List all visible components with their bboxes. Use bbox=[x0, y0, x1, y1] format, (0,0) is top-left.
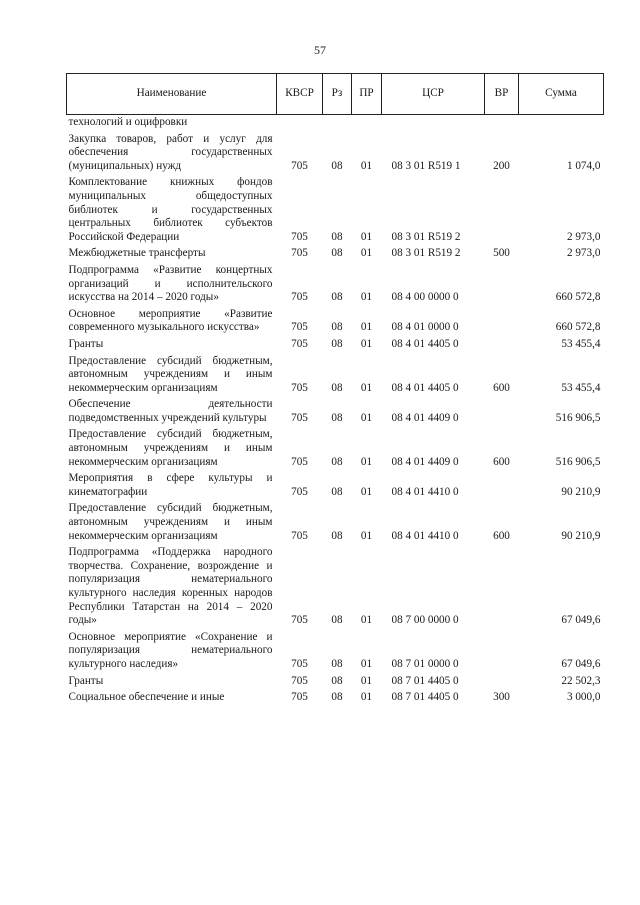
table-row bbox=[67, 672, 604, 689]
cell-rz: 08 bbox=[331, 674, 343, 687]
cell-pr: 01 bbox=[360, 291, 373, 304]
cell-vr bbox=[485, 173, 519, 244]
cell-csr: 08 4 00 0000 0 bbox=[391, 291, 459, 304]
cell-kvsr: 705 bbox=[291, 485, 308, 498]
cell-sum: 90 210,9 bbox=[561, 529, 601, 542]
cell-pr: 01 bbox=[360, 337, 373, 350]
cell-rz: 08 bbox=[331, 411, 343, 424]
table-row bbox=[67, 688, 604, 705]
cell-name: Социальное обеспечение и иные bbox=[68, 691, 225, 704]
cell-vr: 300 bbox=[493, 691, 510, 704]
cell-kvsr: 705 bbox=[291, 159, 308, 172]
cell-csr: 08 3 01 R519 1 bbox=[391, 159, 461, 172]
cell-rz: 08 bbox=[331, 291, 343, 304]
cell-sum: 2 973,0 bbox=[566, 247, 601, 260]
table-row bbox=[67, 395, 604, 425]
cell-csr: 08 4 01 4410 0 bbox=[391, 529, 459, 542]
cell-pr: 01 bbox=[360, 411, 373, 424]
cell-sum: 22 502,3 bbox=[561, 674, 601, 687]
cell-kvsr: 705 bbox=[291, 674, 308, 687]
cell-kvsr: 705 bbox=[291, 455, 308, 468]
cell-sum bbox=[519, 115, 604, 130]
budget-table bbox=[66, 73, 604, 705]
cell-vr bbox=[485, 628, 519, 672]
cell-sum: 2 973,0 bbox=[566, 230, 601, 243]
cell-rz bbox=[323, 115, 352, 130]
cell-sum: 53 455,4 bbox=[561, 381, 601, 394]
cell-name: Основное мероприятие «Сохранение и популяризация нематериального культурного наследия» bbox=[68, 630, 273, 670]
cell-vr bbox=[485, 305, 519, 335]
cell-vr bbox=[485, 469, 519, 499]
cell-kvsr bbox=[277, 115, 323, 130]
header-csr: ЦСР bbox=[382, 74, 485, 115]
header-sum: Сумма bbox=[519, 74, 604, 115]
cell-sum: 53 455,4 bbox=[561, 337, 601, 350]
header-kvsr: КВСР bbox=[277, 74, 323, 115]
cell-pr: 01 bbox=[360, 529, 373, 542]
cell-pr: 01 bbox=[360, 485, 373, 498]
cell-csr: 08 7 01 0000 0 bbox=[391, 657, 459, 670]
cell-name: Гранты bbox=[68, 337, 104, 350]
cell-csr: 08 4 01 4409 0 bbox=[391, 411, 459, 424]
table-row bbox=[67, 130, 604, 174]
cell-pr: 01 bbox=[360, 247, 373, 260]
cell-csr: 08 4 01 4405 0 bbox=[391, 337, 459, 350]
cell-csr: 08 4 01 4409 0 bbox=[391, 455, 459, 468]
cell-rz: 08 bbox=[331, 230, 343, 243]
cell-csr bbox=[382, 115, 485, 130]
cell-rz: 08 bbox=[331, 657, 343, 670]
cell-sum: 1 074,0 bbox=[566, 159, 601, 172]
cell-vr: 200 bbox=[493, 159, 510, 172]
cell-kvsr: 705 bbox=[291, 337, 308, 350]
cell-sum: 90 210,9 bbox=[561, 485, 601, 498]
cell-rz: 08 bbox=[331, 337, 343, 350]
cell-name: Обеспечение деятельности подведомственных учреждений культуры bbox=[68, 398, 273, 424]
table-row bbox=[67, 173, 604, 244]
cell-name: Предоставление субсидий бюджетным, автономным учреждениям и иным некоммерческим организациям bbox=[68, 354, 273, 394]
table-row bbox=[67, 425, 604, 469]
cell-csr: 08 4 01 0000 0 bbox=[391, 321, 459, 334]
cell-name: технологий и оцифровки bbox=[68, 116, 188, 128]
table-row bbox=[67, 261, 604, 305]
cell-rz: 08 bbox=[331, 691, 343, 704]
cell-name: Предоставление субсидий бюджетным, автономным учреждениям и иным некоммерческим организациям bbox=[68, 428, 273, 468]
cell-kvsr: 705 bbox=[291, 411, 308, 424]
cell-rz: 08 bbox=[331, 159, 343, 172]
cell-vr bbox=[485, 672, 519, 689]
cell-rz: 08 bbox=[331, 455, 343, 468]
cell-kvsr: 705 bbox=[291, 321, 308, 334]
cell-csr: 08 4 01 4405 0 bbox=[391, 381, 459, 394]
cell-pr: 01 bbox=[360, 674, 373, 687]
cell-name: Предоставление субсидий бюджетным, автономным учреждениям и иным некоммерческим организациям bbox=[68, 502, 273, 542]
table-body bbox=[67, 115, 604, 705]
cell-kvsr: 705 bbox=[291, 230, 308, 243]
cell-sum: 67 049,6 bbox=[561, 614, 601, 627]
cell-rz: 08 bbox=[331, 381, 343, 394]
cell-pr: 01 bbox=[360, 691, 373, 704]
cell-kvsr: 705 bbox=[291, 529, 308, 542]
cell-csr: 08 7 01 4405 0 bbox=[391, 691, 459, 704]
cell-kvsr: 705 bbox=[291, 381, 308, 394]
cell-csr: 08 7 00 0000 0 bbox=[391, 614, 459, 627]
table-row bbox=[67, 115, 604, 130]
page-number: 57 bbox=[314, 43, 326, 57]
cell-name: Мероприятия в сфере культуры и кинематографии bbox=[68, 472, 273, 498]
table-row bbox=[67, 543, 604, 628]
header-rz: Рз bbox=[323, 74, 352, 115]
header-name: Наименование bbox=[67, 74, 277, 115]
cell-sum: 660 572,8 bbox=[555, 291, 601, 304]
cell-csr: 08 7 01 4405 0 bbox=[391, 674, 459, 687]
cell-sum: 516 906,5 bbox=[555, 411, 601, 424]
cell-csr: 08 3 01 R519 2 bbox=[391, 247, 461, 260]
cell-vr bbox=[485, 335, 519, 352]
table-row bbox=[67, 499, 604, 543]
cell-sum: 660 572,8 bbox=[555, 321, 601, 334]
cell-sum: 3 000,0 bbox=[566, 691, 601, 704]
table-row bbox=[67, 244, 604, 261]
cell-kvsr: 705 bbox=[291, 614, 308, 627]
table-row bbox=[67, 352, 604, 396]
cell-pr: 01 bbox=[360, 321, 373, 334]
cell-name: Межбюджетные трансферты bbox=[68, 247, 206, 260]
cell-rz: 08 bbox=[331, 614, 343, 627]
cell-pr: 01 bbox=[360, 159, 373, 172]
cell-vr bbox=[485, 115, 519, 130]
cell-vr bbox=[485, 395, 519, 425]
table-row bbox=[67, 305, 604, 335]
cell-vr: 600 bbox=[493, 455, 510, 468]
table-row bbox=[67, 469, 604, 499]
cell-csr: 08 3 01 R519 2 bbox=[391, 230, 461, 243]
header-vr: ВР bbox=[485, 74, 519, 115]
cell-kvsr: 705 bbox=[291, 291, 308, 304]
cell-vr: 500 bbox=[493, 247, 510, 260]
cell-csr: 08 4 01 4410 0 bbox=[391, 485, 459, 498]
table-row bbox=[67, 335, 604, 352]
cell-pr: 01 bbox=[360, 614, 373, 627]
header-pr: ПР bbox=[352, 74, 382, 115]
cell-rz: 08 bbox=[331, 321, 343, 334]
table-header bbox=[67, 74, 604, 115]
cell-rz: 08 bbox=[331, 485, 343, 498]
table-row bbox=[67, 628, 604, 672]
cell-pr: 01 bbox=[360, 657, 373, 670]
cell-name: Закупка товаров, работ и услуг для обеспечения государственных (муниципальных) нужд bbox=[68, 132, 273, 172]
cell-name: Подпрограмма «Развитие концертных организаций и исполнительского искусства на 2014 – 2020 годы» bbox=[68, 263, 273, 304]
cell-vr bbox=[485, 261, 519, 305]
cell-name: Гранты bbox=[68, 674, 104, 687]
cell-rz: 08 bbox=[331, 247, 343, 260]
cell-vr bbox=[485, 543, 519, 628]
cell-kvsr: 705 bbox=[291, 657, 308, 670]
cell-vr: 600 bbox=[493, 529, 510, 542]
cell-name: Подпрограмма «Поддержка народного творчества. Сохранение, возрождение и популяризация нематериального культурного наследия коренных народов Республики Татарстан на 2014 – 2020 годы» bbox=[68, 546, 273, 627]
cell-sum: 516 906,5 bbox=[555, 455, 601, 468]
cell-pr: 01 bbox=[360, 230, 373, 243]
cell-pr: 01 bbox=[360, 455, 373, 468]
cell-name: Основное мероприятие «Развитие современного музыкального искусства» bbox=[68, 307, 273, 334]
cell-name: Комплектование книжных фондов муниципальных общедоступных библиотек и государственных центральных библиотек субъектов Российской Федерации bbox=[68, 176, 273, 243]
cell-vr: 600 bbox=[493, 381, 510, 394]
cell-pr bbox=[352, 115, 382, 130]
cell-pr: 01 bbox=[360, 381, 373, 394]
cell-sum: 67 049,6 bbox=[561, 657, 601, 670]
cell-kvsr: 705 bbox=[291, 691, 308, 704]
cell-kvsr: 705 bbox=[291, 247, 308, 260]
cell-rz: 08 bbox=[331, 529, 343, 542]
